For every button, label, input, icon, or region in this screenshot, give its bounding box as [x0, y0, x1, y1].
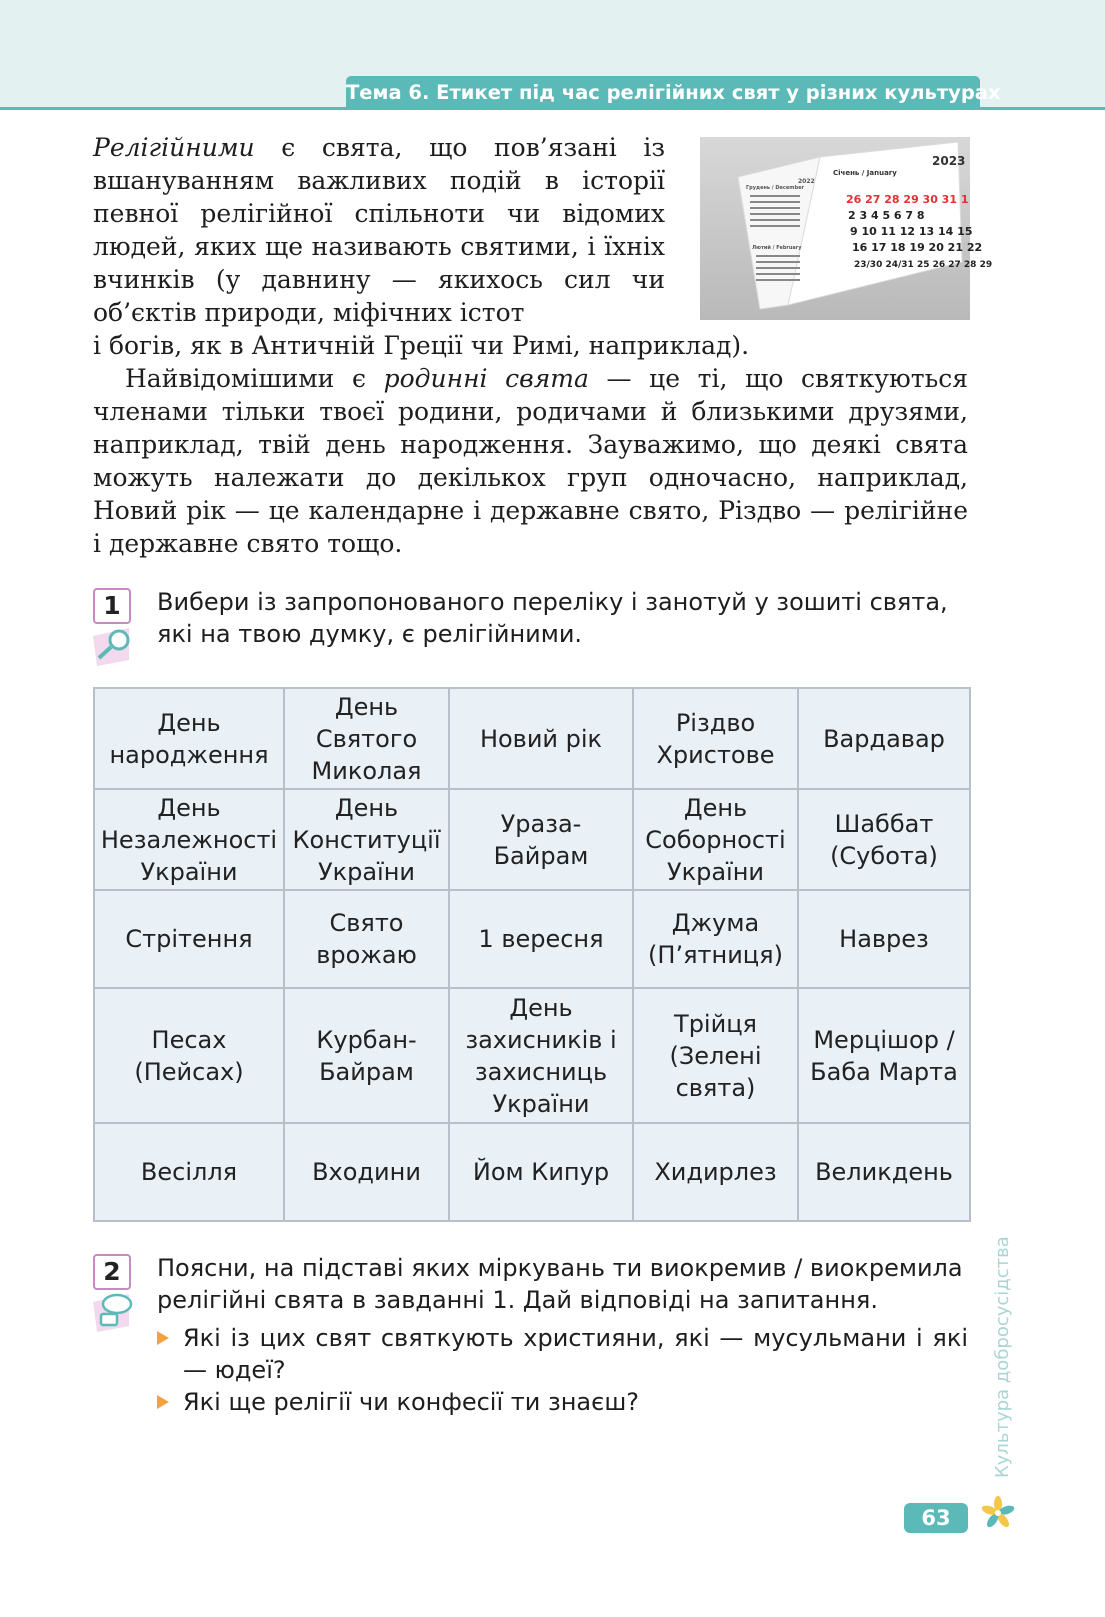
task-2-questions [183, 1322, 968, 1418]
table-cell: Ураза-Байрам [449, 789, 633, 890]
intro-p1-tail: і богів, як в Античній Греції чи Римі, наприклад). [93, 331, 750, 360]
table-cell: День Святого Миколая [284, 688, 449, 789]
magnifier-icon [89, 622, 137, 670]
intro-text [93, 131, 968, 560]
page-number: 63 [904, 1503, 968, 1533]
topic-title: Тема 6. Етикет під час релігійних свят у різних культурах [346, 76, 980, 110]
table-row [94, 789, 970, 890]
calendar-row2: 2 3 4 5 6 7 8 [848, 209, 925, 222]
table-cell: Входини [284, 1123, 449, 1221]
flower-icon [981, 1496, 1015, 1530]
table-cell: Йом Кипур [449, 1123, 633, 1221]
task-2-number: 2 [93, 1254, 131, 1290]
table-cell: Весілля [94, 1123, 284, 1221]
table-row [94, 988, 970, 1123]
calendar-left-month2: Лютий / February [752, 245, 802, 251]
table-cell: День народження [94, 688, 284, 789]
list-item: Які ще релігії чи конфесії ти знаєш? [183, 1386, 968, 1418]
holidays-table [93, 687, 971, 1222]
table-cell: Свято врожаю [284, 890, 449, 988]
table-cell: День Соборності України [633, 789, 798, 890]
task-2-text: Поясни, на підставі яких міркувань ти виокремив / виокремила релігійні свята в завданні 1. Дай відповіді на запитання. [157, 1254, 963, 1314]
table-row [94, 1123, 970, 1221]
table-row [94, 890, 970, 988]
table-cell: Курбан-Байрам [284, 988, 449, 1123]
speech-bubble-icon [89, 1288, 137, 1336]
task-1-text: Вибери із запропонованого переліку і занотуй у зошиті свята, які на твою думку, є релігійними. [157, 588, 948, 648]
calendar-row3: 9 10 11 12 13 14 15 [850, 225, 973, 238]
intro-p2-body: — це ті, що святкуються членами тільки твоєї родини, родичами й близькими друзями, наприклад, твій день народження. Зауважимо, що деякі свята можуть належати до декількох груп одночасно, наприклад, Новий рік — це календарне і державне свято, Різдво — релігійне і державне свято тощо. [93, 364, 968, 558]
calendar-left-month1: Грудень / December [746, 185, 804, 191]
table-cell: День Незалежності України [94, 789, 284, 890]
table-cell: Песах (Пейсах) [94, 988, 284, 1123]
calendar-left-year: 2022 [798, 178, 815, 185]
family-holidays-term: родинні свята [383, 364, 589, 393]
table-cell: День захисників і захисниць України [449, 988, 633, 1123]
task-2 [93, 1252, 968, 1418]
section-side-label: Культура добросусідства [992, 1236, 1013, 1478]
table-cell: Новий рік [449, 688, 633, 789]
table-cell: Вардавар [798, 688, 970, 789]
task-1-number: 1 [93, 588, 131, 624]
intro-paragraph-2 [93, 362, 968, 560]
list-item: Які із цих свят святкують християни, які — мусульмани і які — юдеї? [183, 1324, 968, 1384]
table-cell: День Конституції України [284, 789, 449, 890]
calendar-row5: 23/30 24/31 25 26 27 28 29 [854, 260, 993, 270]
task-1 [93, 586, 968, 650]
table-cell: Хидирлез [633, 1123, 798, 1221]
table-cell: Наврез [798, 890, 970, 988]
table-cell: Стрітення [94, 890, 284, 988]
table-cell: Джума (П’ятниця) [633, 890, 798, 988]
calendar-row1: 26 27 28 29 30 31 1 [846, 193, 969, 206]
intro-p1-body: є свята, що пов’язані із вшануванням важливих подій в історії певної релігійної спільноти чи відомих людей, яких ще називають святими, і їхніх вчинків (у давнину — якихось сил чи об’єктів природи, міфічних істот [93, 133, 665, 327]
religious-term: Релігійними [93, 133, 255, 162]
table-cell: Великдень [798, 1123, 970, 1221]
table-cell: Різдво Христове [633, 688, 798, 789]
table-cell: Шаббат (Субота) [798, 789, 970, 890]
calendar-year: 2023 [932, 154, 966, 168]
table-cell: 1 вересня [449, 890, 633, 988]
table-cell: Трійця (Зелені свята) [633, 988, 798, 1123]
intro-paragraph-1 [93, 131, 665, 329]
calendar-row4: 16 17 18 19 20 21 22 [852, 241, 983, 254]
calendar-month: Січень / January [833, 169, 897, 177]
table-row [94, 688, 970, 789]
table-cell: Мерцішор / Баба Марта [798, 988, 970, 1123]
intro-p2-start: Найвідомішими є [125, 364, 384, 393]
